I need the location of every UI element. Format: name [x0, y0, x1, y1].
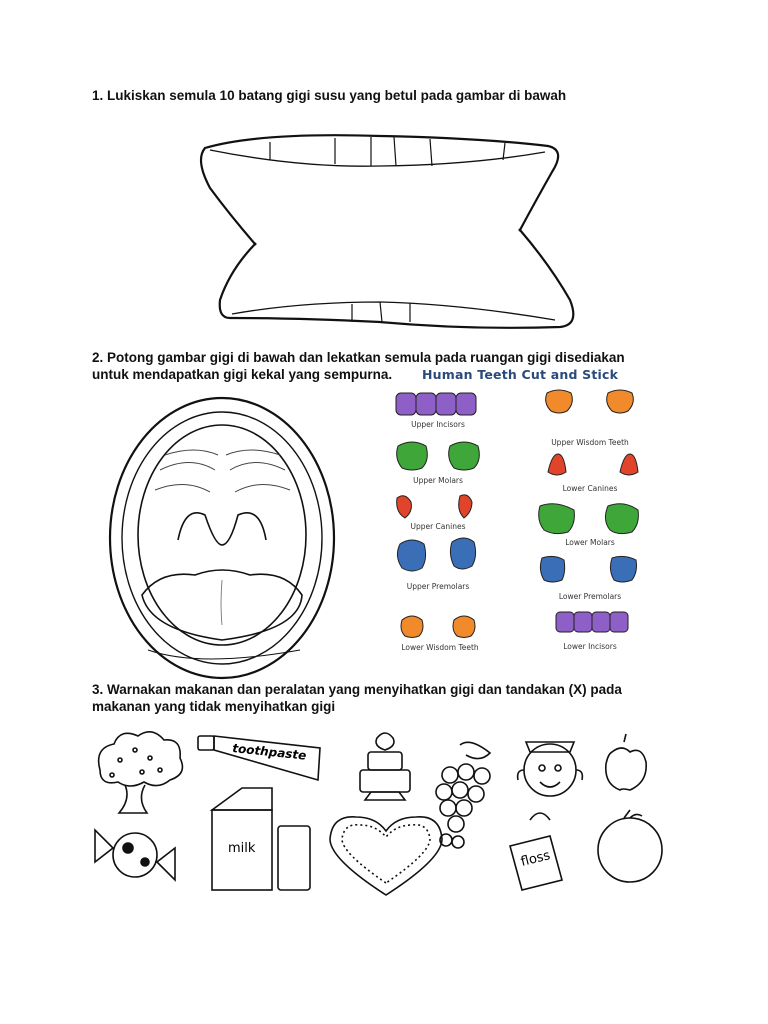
milk-label: milk	[228, 841, 256, 856]
heart-cookie-drawing	[330, 817, 442, 895]
question-1: 1. Lukiskan semula 10 batang gigi susu yang betul pada gambar di bawah	[92, 88, 567, 103]
candy-face-drawing	[518, 742, 583, 796]
orange-drawing	[598, 810, 662, 882]
question-3: 3. Warnakan makanan dan peralatan yang menyihatkan gigi dan tandakan (X) pada makanan yang tidak menyihatkan gigi	[92, 682, 622, 714]
label-lower-incisors: Lower Incisors	[563, 642, 617, 651]
label-upper-incisors: Upper Incisors	[411, 420, 465, 429]
toothpaste-label: toothpaste	[231, 741, 307, 763]
label-lower-molars: Lower Molars	[565, 538, 615, 547]
label-lower-premolars: Lower Premolars	[558, 592, 622, 601]
question-2: 2. Potong gambar gigi di bawah dan lekatkan semula pada ruangan gigi disediakan untuk mendapatkan gigi kekal yang sempurna.	[92, 350, 625, 382]
grape-bunch-lower-drawing	[440, 834, 464, 848]
broccoli-drawing	[99, 732, 183, 813]
cake-drawing	[360, 733, 410, 800]
label-upper-premolars: Upper Premolars	[406, 582, 470, 591]
grapes-drawing	[436, 742, 490, 832]
cut-and-stick-title: Human Teeth Cut and Stick	[422, 367, 619, 382]
wrapped-candy-drawing	[95, 830, 175, 880]
label-upper-canines: Upper Canines	[410, 522, 466, 531]
floss-label: floss	[519, 848, 552, 870]
milk-carton-drawing	[212, 788, 310, 890]
label-lower-canines: Lower Canines	[562, 484, 618, 493]
label-lower-wisdom-teeth: Lower Wisdom Teeth	[401, 643, 479, 652]
apple-drawing	[606, 734, 646, 790]
label-upper-wisdom-teeth: Upper Wisdom Teeth	[551, 438, 629, 447]
label-upper-molars: Upper Molars	[413, 476, 463, 485]
